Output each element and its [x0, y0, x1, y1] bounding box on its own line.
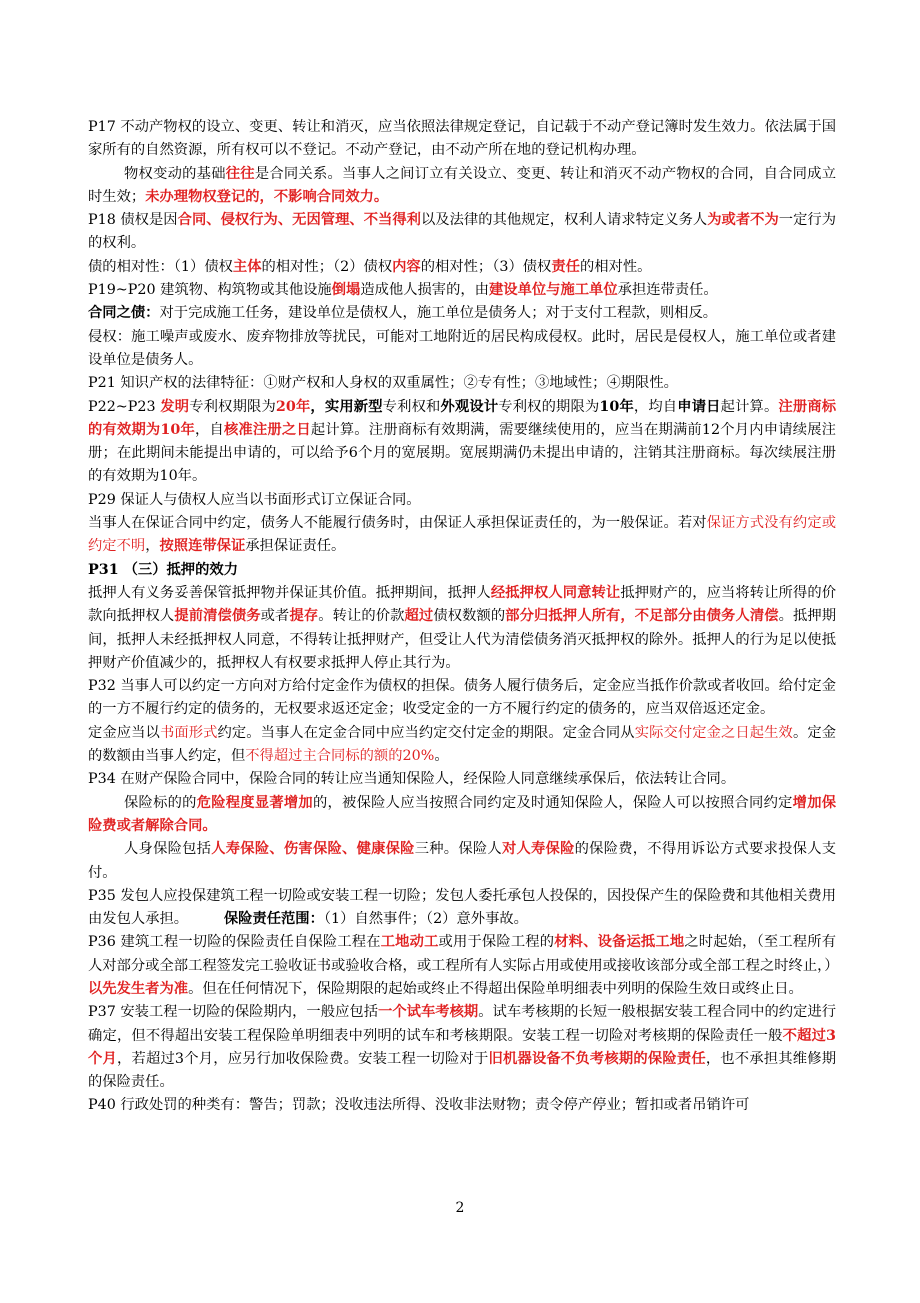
- page-number: 2: [455, 1200, 465, 1216]
- text-segment: P21 知识产权的法律特征：①财产权和人身权的双重属性；②专有性；③地域性；④期限性。: [88, 375, 678, 392]
- text-segment: 起计算。注册商标有效期满，需要继续使用的，应当在期满前12个月内申请续展注册；在此期间未能提出申请的，可以给予6个月的宽展期。宽展期满仍未提出申请的，注销其注册商标。每次续展注册的有效期为10年。: [88, 421, 836, 485]
- highlighted-text: 建设单位与施工单位: [488, 282, 618, 299]
- document-body: [88, 116, 839, 1118]
- text-segment: 专利权的期限为: [498, 398, 600, 415]
- highlighted-text: 不超过3个月: [88, 1027, 837, 1067]
- text-segment: 抵押人有义务妥善保管抵押物并保证其价值。抵押期间，抵押人: [88, 584, 491, 601]
- highlighted-text: 为或者不为: [707, 212, 779, 229]
- text-segment: 对于完成施工任务，建设单位是债权人，施工单位是债务人；对于支付工程款，则相反。: [159, 305, 718, 322]
- text-segment: P18 债权是因: [88, 212, 178, 229]
- text-segment: 定金应当以: [88, 724, 160, 741]
- paragraph-7: [88, 326, 836, 373]
- text-segment: ，: [145, 538, 160, 555]
- text-segment: 承担连带责任。: [617, 282, 718, 299]
- text-segment: 以及法律的其他规定，权利人请求特定义务人: [420, 212, 708, 229]
- text-segment: P37 安装工程一切险的保险期内，一般应包括: [88, 1004, 379, 1021]
- paragraph-9: [88, 396, 836, 489]
- highlighted-text: 倒塌: [331, 282, 361, 299]
- text-segment: ，若超过3个月，应另行加收保险费。安装工程一切险对于: [116, 1050, 489, 1067]
- text-segment: 债的相对性：（1）债权: [88, 258, 233, 275]
- text-segment: 约定。当事人在定金合同中应当约定交付定金的期限。定金合同从: [217, 724, 635, 741]
- text-segment: 的保险费，不得用诉讼方式要求投保人支付。: [88, 841, 837, 881]
- paragraph-20: [88, 931, 839, 1001]
- highlighted-text: 人寿保险、伤害保险、健康保险: [211, 841, 415, 858]
- highlighted-text: 10年: [599, 398, 634, 415]
- paragraph-3: [88, 209, 836, 256]
- highlighted-text: 经抵押权人同意转让: [490, 584, 621, 601]
- paragraph-16: [88, 768, 836, 791]
- text-segment: 的相对性；（2）债权: [261, 258, 393, 275]
- highlighted-text: 申请日: [677, 398, 721, 415]
- text-segment: 。但在任何情况下，保险期限的起始或终止不得超出保险单明细表中列明的保险生效日或终止日。: [188, 980, 803, 997]
- text-segment: 之时起始，（至工程所有人对部分或全部工程签发完工验收证书或验收合格，或工程所有人实际占用或使用或接收该部分或全部工程之时终止，）: [88, 934, 839, 974]
- highlighted-text: 外观设计: [440, 398, 499, 415]
- highlighted-text: 旧机器设备不负考核期的保险责任: [488, 1050, 706, 1067]
- highlighted-text: 危险程度显著增加: [196, 794, 313, 811]
- highlighted-text: 一个试车考核期: [378, 1004, 479, 1021]
- highlighted-text: 提存: [289, 608, 319, 625]
- text-segment: 。抵押期间，抵押人未经抵押权人同意，不得转让抵押财产，但受让人代为清偿债务消灭抵押权的除外。抵押人的行为足以使抵押财产价值减少的，抵押权人有权要求抵押人停止其行为。: [88, 608, 837, 671]
- highlighted-text: 保险责任范围：: [180, 911, 324, 928]
- highlighted-text: 保证方式没有约定或约定不明: [88, 515, 836, 555]
- paragraph-17: [88, 792, 836, 839]
- text-segment: 是合同关系。当事人之间订立有关设立、变更、转让和消灭不动产物权的合同，自合同成立时生效；: [88, 165, 837, 205]
- paragraph-4: [88, 256, 836, 279]
- paragraph-14: [88, 675, 836, 722]
- highlighted-text: ，实用新型: [310, 398, 383, 415]
- paragraph-13: [88, 582, 836, 675]
- paragraph-19: [88, 885, 836, 932]
- highlighted-text: 超过: [404, 608, 434, 625]
- highlighted-text: 提前清偿债务: [174, 608, 261, 625]
- text-segment: ，也不承担其维修期的保险责任。: [88, 1050, 837, 1091]
- text-segment: 。试车考核期的长短一般根据安装工程合同中的约定进行确定，但不得超出安装工程保险单明细表中列明的试车和考核期限。安装工程一切险对考核期的保险责任一般: [88, 1004, 837, 1044]
- highlighted-text: 未办理物权登记的，不影响合同效力。: [145, 188, 389, 205]
- text-segment: 人身保险包括: [124, 841, 212, 858]
- text-segment: 一定行为的权利。: [88, 212, 837, 252]
- text-segment: P40 行政处罚的种类有：警告；罚款；没收违法所得、没收非法财物；责令停产停业；暂扣或者吊销许可: [88, 1097, 750, 1114]
- highlighted-text: 以先发生者为准: [88, 980, 189, 997]
- highlighted-text: 材料、设备运抵工地: [554, 934, 685, 951]
- text-segment: 起计算。: [720, 398, 779, 415]
- text-segment: 物权变动的基础: [124, 165, 226, 182]
- paragraph-5: [88, 279, 836, 302]
- text-segment: 专利权和: [382, 398, 441, 415]
- text-segment: 的，被保险人应当按照合同约定及时通知保险人，保险人可以按照合同约定: [312, 794, 793, 811]
- text-segment: 。: [434, 748, 449, 765]
- text-segment: P19~P20 建筑物、构筑物或其他设施: [88, 282, 332, 299]
- highlighted-text: 主体: [232, 258, 262, 275]
- paragraph-1: [88, 116, 836, 163]
- highlighted-text: 对人寿保险: [501, 841, 575, 858]
- highlighted-text: 不得超过主合同标的额的20%: [245, 748, 435, 765]
- text-segment: 保险标的的: [124, 794, 197, 811]
- text-segment: 的相对性。: [579, 258, 652, 275]
- highlighted-text: 部分归抵押人所有，不足部分由债务人清偿: [505, 608, 779, 625]
- text-segment: P29 保证人与债权人应当以书面形式订立保证合同。: [88, 491, 421, 508]
- text-segment: 承担保证责任。: [245, 538, 346, 555]
- highlighted-text: 合同、侵权行为、无因管理、不当得利: [177, 212, 421, 229]
- text-segment: ，均自: [633, 398, 678, 415]
- paragraph-15: [88, 722, 836, 769]
- highlighted-text: 发明: [160, 398, 190, 415]
- text-segment: 专利权期限为: [189, 398, 276, 415]
- paragraph-2: [88, 163, 836, 210]
- paragraph-8: [88, 372, 836, 395]
- text-segment: 当事人在保证合同中约定，债务人不能履行债务时，由保证人承担保证责任的，为一般保证。若对: [88, 515, 707, 532]
- text-segment: 造成他人损害的，由: [360, 282, 489, 299]
- text-segment: 三种。保险人: [414, 841, 502, 858]
- text-segment: （1）自然事件；（2）意外事故。: [323, 911, 528, 928]
- highlighted-text: P31 （三）抵押的效力: [88, 561, 238, 578]
- highlighted-text: 增加保险费或者解除合同。: [88, 794, 837, 834]
- text-segment: P36 建筑工程一切险的保险责任自保险工程在: [88, 934, 381, 951]
- text-segment: 的相对性；（3）债权: [420, 258, 552, 275]
- highlighted-text: 内容: [392, 258, 421, 275]
- highlighted-text: 工地动工: [380, 934, 439, 951]
- highlighted-text: 责任: [551, 258, 580, 275]
- text-segment: P34 在财产保险合同中，保险合同的转让应当通知保险人，经保险人同意继续承保后，依法转让合同。: [88, 771, 736, 788]
- text-segment: 侵权：施工噪声或废水、废弃物排放等扰民，可能对工地附近的居民构成侵权。此时，居民是侵权人，施工单位或者建设单位是债务人。: [88, 328, 836, 368]
- text-segment: P17 不动产物权的设立、变更、转让和消灭，应当依照法律规定登记，自记载于不动产登记簿时发生效力。依法属于国家所有的自然资源，所有权可以不登记。不动产登记，由不动产所在地的登记机构办理。: [88, 119, 836, 159]
- highlighted-text: 书面形式: [159, 724, 218, 741]
- text-segment: P35 发包人应投保建筑工程一切险或安装工程一切险；发包人委托承包人投保的，因投保产生的保险费和其他相关费用由发包人承担。: [88, 887, 836, 928]
- highlighted-text: 合同之债：: [88, 305, 160, 322]
- highlighted-text: 按照连带保证: [159, 538, 246, 555]
- paragraph-11: [88, 512, 836, 559]
- paragraph-10: [88, 489, 836, 512]
- paragraph-22: [88, 1094, 836, 1117]
- highlighted-text: 实际交付定金之日起生效: [634, 724, 793, 741]
- paragraph-21: [88, 1001, 836, 1094]
- text-segment: 债权数额的: [433, 608, 506, 625]
- text-segment: P32 当事人可以约定一方向对方给付定金作为债权的担保。债务人履行债务后，定金应当抵作价款或者收回。给付定金的一方不履行约定的债务的，无权要求返还定金；收受定金的一方不履行约定的债务的，应当双倍返还定金。: [88, 678, 836, 718]
- highlighted-text: 往往: [225, 165, 255, 182]
- text-segment: 。定金的数额由当事人约定，但: [88, 724, 837, 765]
- text-segment: 或用于保险工程的: [438, 934, 555, 951]
- text-segment: 或者: [260, 608, 290, 625]
- highlighted-text: 注册商标的有效期为10年: [88, 398, 837, 438]
- text-segment: 抵押财产的，应当将转让所得的价款向抵押权人: [88, 584, 837, 625]
- paragraph-12: [88, 559, 836, 582]
- text-segment: P22~P23: [88, 398, 161, 415]
- text-segment: 。转让的价款: [318, 608, 405, 625]
- highlighted-text: 核准注册之日: [223, 421, 311, 438]
- highlighted-text: 20年: [275, 398, 311, 415]
- text-segment: ，自: [194, 421, 224, 438]
- paragraph-18: [88, 838, 836, 885]
- paragraph-6: [88, 302, 836, 325]
